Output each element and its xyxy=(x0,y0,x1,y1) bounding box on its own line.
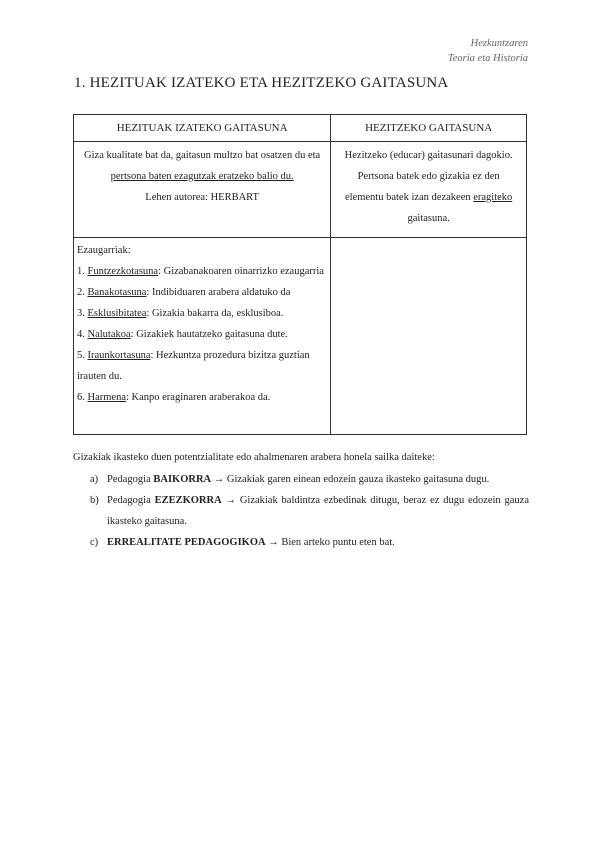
definition-row xyxy=(74,142,527,238)
col1-def-text: Giza kualitate bat da, gaitasun multzo bat osatzen du eta xyxy=(84,150,321,161)
col2-definition xyxy=(331,142,527,238)
intro-paragraph: Gizakiak ikasteko duen potentzialitate edo ahalmenaren arabera honela sailka daiteke: xyxy=(73,452,435,463)
feature-term: Esklusibitatea xyxy=(87,308,147,319)
feature-desc: : Indibiduaren arabera aldatuko da xyxy=(146,287,291,298)
feature-num: 2. xyxy=(77,287,88,298)
list-item xyxy=(73,490,529,532)
col1-def-author: Lehen autorea: HERBART xyxy=(145,192,259,203)
feature-desc: : Gizakiek hautatzeko gaitasuna dute. xyxy=(130,329,288,340)
feature-desc: : Kanpo eraginaren araberakoa da. xyxy=(125,392,271,403)
col2-def-text: Hezitzeko (educar) gaitasunari dagokio. Pertsona batek edo gizakia ez den elementu batek izan dezakeen xyxy=(344,150,513,203)
comparison-table xyxy=(73,114,527,435)
feature-item xyxy=(77,387,326,408)
list-prefix: Pedagogia xyxy=(107,474,154,485)
feature-term: Nalutakoa xyxy=(87,329,131,340)
col2-header: HEZITZEKO GAITASUNA xyxy=(331,115,527,142)
list-item xyxy=(73,532,529,553)
feature-desc: : Gizakia bakarra da, esklusiboa. xyxy=(146,308,284,319)
list-bold: ERREALITATE PEDAGOGIKOA xyxy=(107,537,266,548)
col1-def-underlined: pertsona baten ezagutzak eratzeko balio du. xyxy=(110,171,294,182)
feature-desc: : Hezkuntza prozedura bizitza guztian irauten du. xyxy=(77,350,310,382)
list-bold: EZEZKORRA xyxy=(154,495,222,506)
col2-def-underlined: eragiteko xyxy=(473,192,513,203)
features-cell xyxy=(74,238,331,435)
list-item xyxy=(73,469,529,490)
page-title: 1. HEZITUAK IZATEKO ETA HEZITZEKO GAITASUNA xyxy=(74,75,449,91)
feature-num: 4. xyxy=(77,329,88,340)
table-header-row xyxy=(74,115,527,142)
feature-item xyxy=(77,282,326,303)
list-marker: c) xyxy=(90,537,99,548)
feature-term: Funtzezkotasuna xyxy=(87,266,159,277)
feature-term: Harmena xyxy=(87,392,126,403)
list-rest: → Bien arteko puntu eten bat. xyxy=(265,537,395,548)
feature-num: 5. xyxy=(77,350,88,361)
feature-item xyxy=(77,345,326,387)
col1-header: HEZITUAK IZATEKO GAITASUNA xyxy=(74,115,331,142)
list-rest: → Gizakiak garen einean edozein gauza ikasteko gaitasuna dugu. xyxy=(211,474,490,485)
list-marker: b) xyxy=(90,495,99,506)
col1-definition xyxy=(74,142,331,238)
feature-item xyxy=(77,324,326,345)
feature-num: 1. xyxy=(77,266,88,277)
feature-item xyxy=(77,261,326,282)
list-rest: → Gizakiak baldintza ezbedinak ditugu, beraz ez dugu edozein gauza ikasteko gaitasuna. xyxy=(107,495,529,527)
feature-num: 3. xyxy=(77,308,88,319)
feature-term: Banakotasuna xyxy=(87,287,147,298)
features-label: Ezaugarriak: xyxy=(77,245,131,256)
list-bold: BAIKORRA xyxy=(153,474,212,485)
feature-item xyxy=(77,303,326,324)
list-prefix: Pedagogia xyxy=(107,495,155,506)
empty-cell xyxy=(331,238,527,435)
feature-num: 6. xyxy=(77,392,88,403)
classification-list xyxy=(73,469,529,553)
feature-term: Iraunkortasuna xyxy=(87,350,151,361)
header-line-2: Teoria eta Historia xyxy=(447,53,528,64)
list-marker: a) xyxy=(90,474,99,485)
header-line-1: Hezkuntzaren xyxy=(470,38,528,49)
col2-def-end: gaitasuna. xyxy=(407,213,450,224)
features-row xyxy=(74,238,527,435)
page-header xyxy=(448,36,528,66)
feature-desc: : Gizabanakoaren oinarrizko ezaugarria xyxy=(158,266,324,277)
